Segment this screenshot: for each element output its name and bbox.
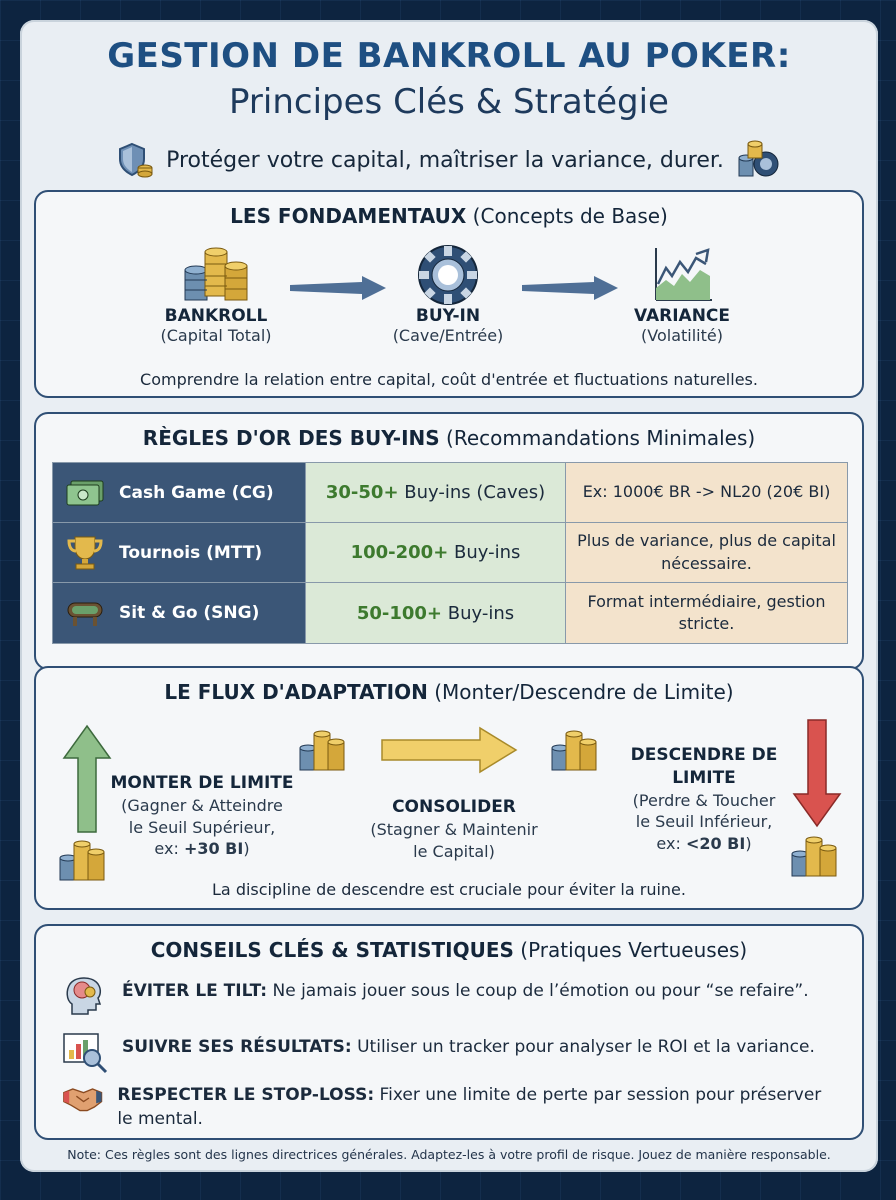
table-row [53, 463, 847, 523]
range-cell: 100-200+ Buy-ins [305, 523, 565, 582]
table-row [53, 583, 847, 643]
variance-label: VARIANCE [633, 306, 731, 326]
tips-card [34, 924, 864, 1140]
table-row [53, 523, 847, 583]
tagline: Protéger votre capital, maîtriser la variance, durer. [166, 147, 724, 173]
note-cell: Plus de variance, plus de capital nécessaire. [565, 523, 847, 582]
fundamental-bankroll [116, 244, 316, 345]
chips-icon [736, 140, 782, 180]
analytics-icon [62, 1030, 108, 1074]
fundamentals-caption: Comprendre la relation entre capital, coût d'entrée et fluctuations naturelles. [140, 370, 758, 389]
page-title: GESTION DE BANKROLL AU POKER: [107, 36, 791, 76]
format-cell [53, 583, 305, 643]
range-cell: 30-50+ Buy-ins (Caves) [305, 463, 565, 522]
variance-sub: (Volatilité) [641, 326, 723, 345]
flux-title: LE FLUX D'ADAPTATION (Monter/Descendre de Limite) [164, 680, 734, 704]
descendre-limite: DESCENDRE DE LIMITE (Perdre & Toucher le Seuil Inférieur, ex: <20 BI) [630, 745, 778, 854]
chip-stack-icon [58, 838, 108, 884]
fundamentals-title: LES FONDAMENTAUX (Concepts de Base) [230, 204, 668, 228]
tips-title: CONSEILS CLÉS & STATISTIQUES (Pratiques Vertueuses) [150, 938, 748, 962]
tip-text: ÉVITER LE TILT: Ne jamais jouer sous le coup de l’émotion ou pour “se refaire”. [122, 981, 809, 1001]
down-arrow-icon [792, 718, 842, 828]
line-chart-icon [650, 244, 714, 306]
infographic-panel [20, 20, 878, 1172]
handshake-icon [62, 1078, 103, 1118]
tagline-row [20, 140, 878, 180]
flux-caption: La discipline de descendre est cruciale pour éviter la ruine. [212, 880, 686, 899]
format-label: Sit & Go (SNG) [119, 603, 260, 623]
chip-stack-icon [181, 244, 251, 306]
chip-stack-icon [790, 834, 840, 880]
bankroll-sub: (Capital Total) [160, 326, 272, 345]
format-cell [53, 523, 305, 582]
rules-title: RÈGLES D'OR DES BUY-INS (Recommandations Minimales) [142, 426, 756, 450]
buyin-label: BUY-IN [415, 306, 481, 326]
chip-stack-icon [298, 728, 348, 774]
chip-stack-icon [550, 728, 600, 774]
note-cell: Format intermédiaire, gestion stricte. [565, 583, 847, 643]
poker-chip-icon [417, 244, 479, 306]
format-cell [53, 463, 305, 522]
note-cell: Ex: 1000€ BR -> NL20 (20€ BI) [565, 463, 847, 522]
brain-head-icon [62, 974, 108, 1018]
range-cell: 50-100+ Buy-ins [305, 583, 565, 643]
tip-item [62, 1078, 832, 1132]
fundamentals-card [34, 190, 864, 398]
format-label: Tournois (MTT) [119, 542, 263, 563]
footer-note: Note: Ces règles sont des lignes directrices générales. Adaptez-les à votre profil de risque. Jouez de manière responsable. [67, 1147, 831, 1162]
flux-card [34, 666, 864, 910]
buyin-sub: (Cave/Entrée) [392, 326, 504, 345]
trophy-icon [65, 535, 105, 571]
poker-table-icon [65, 598, 105, 628]
shield-chips-icon [116, 141, 154, 179]
tip-text: SUIVRE SES RÉSULTATS: Utiliser un tracker pour analyser le ROI et la variance. [122, 1037, 815, 1057]
consolider: CONSOLIDER (Stagner & Maintenir le Capital) [370, 797, 538, 861]
tip-item [62, 974, 832, 1018]
fundamental-variance [582, 244, 782, 345]
monter-limite: MONTER DE LIMITE (Gagner & Atteindre le Seuil Supérieur, ex: +30 BI) [110, 773, 294, 859]
tip-text: RESPECTER LE STOP-LOSS: Fixer une limite de perte par session pour préserver le mental. [117, 1085, 827, 1129]
bankroll-label: BANKROLL [164, 306, 268, 326]
fundamental-buyin [348, 244, 548, 345]
tip-item [62, 1030, 832, 1074]
page-subtitle-title: Principes Clés & Stratégie [229, 82, 669, 122]
rules-card [34, 412, 864, 670]
format-label: Cash Game (CG) [119, 482, 274, 503]
right-arrow-icon [380, 726, 520, 774]
buyin-rules-table [52, 462, 848, 644]
cash-icon [65, 479, 105, 507]
